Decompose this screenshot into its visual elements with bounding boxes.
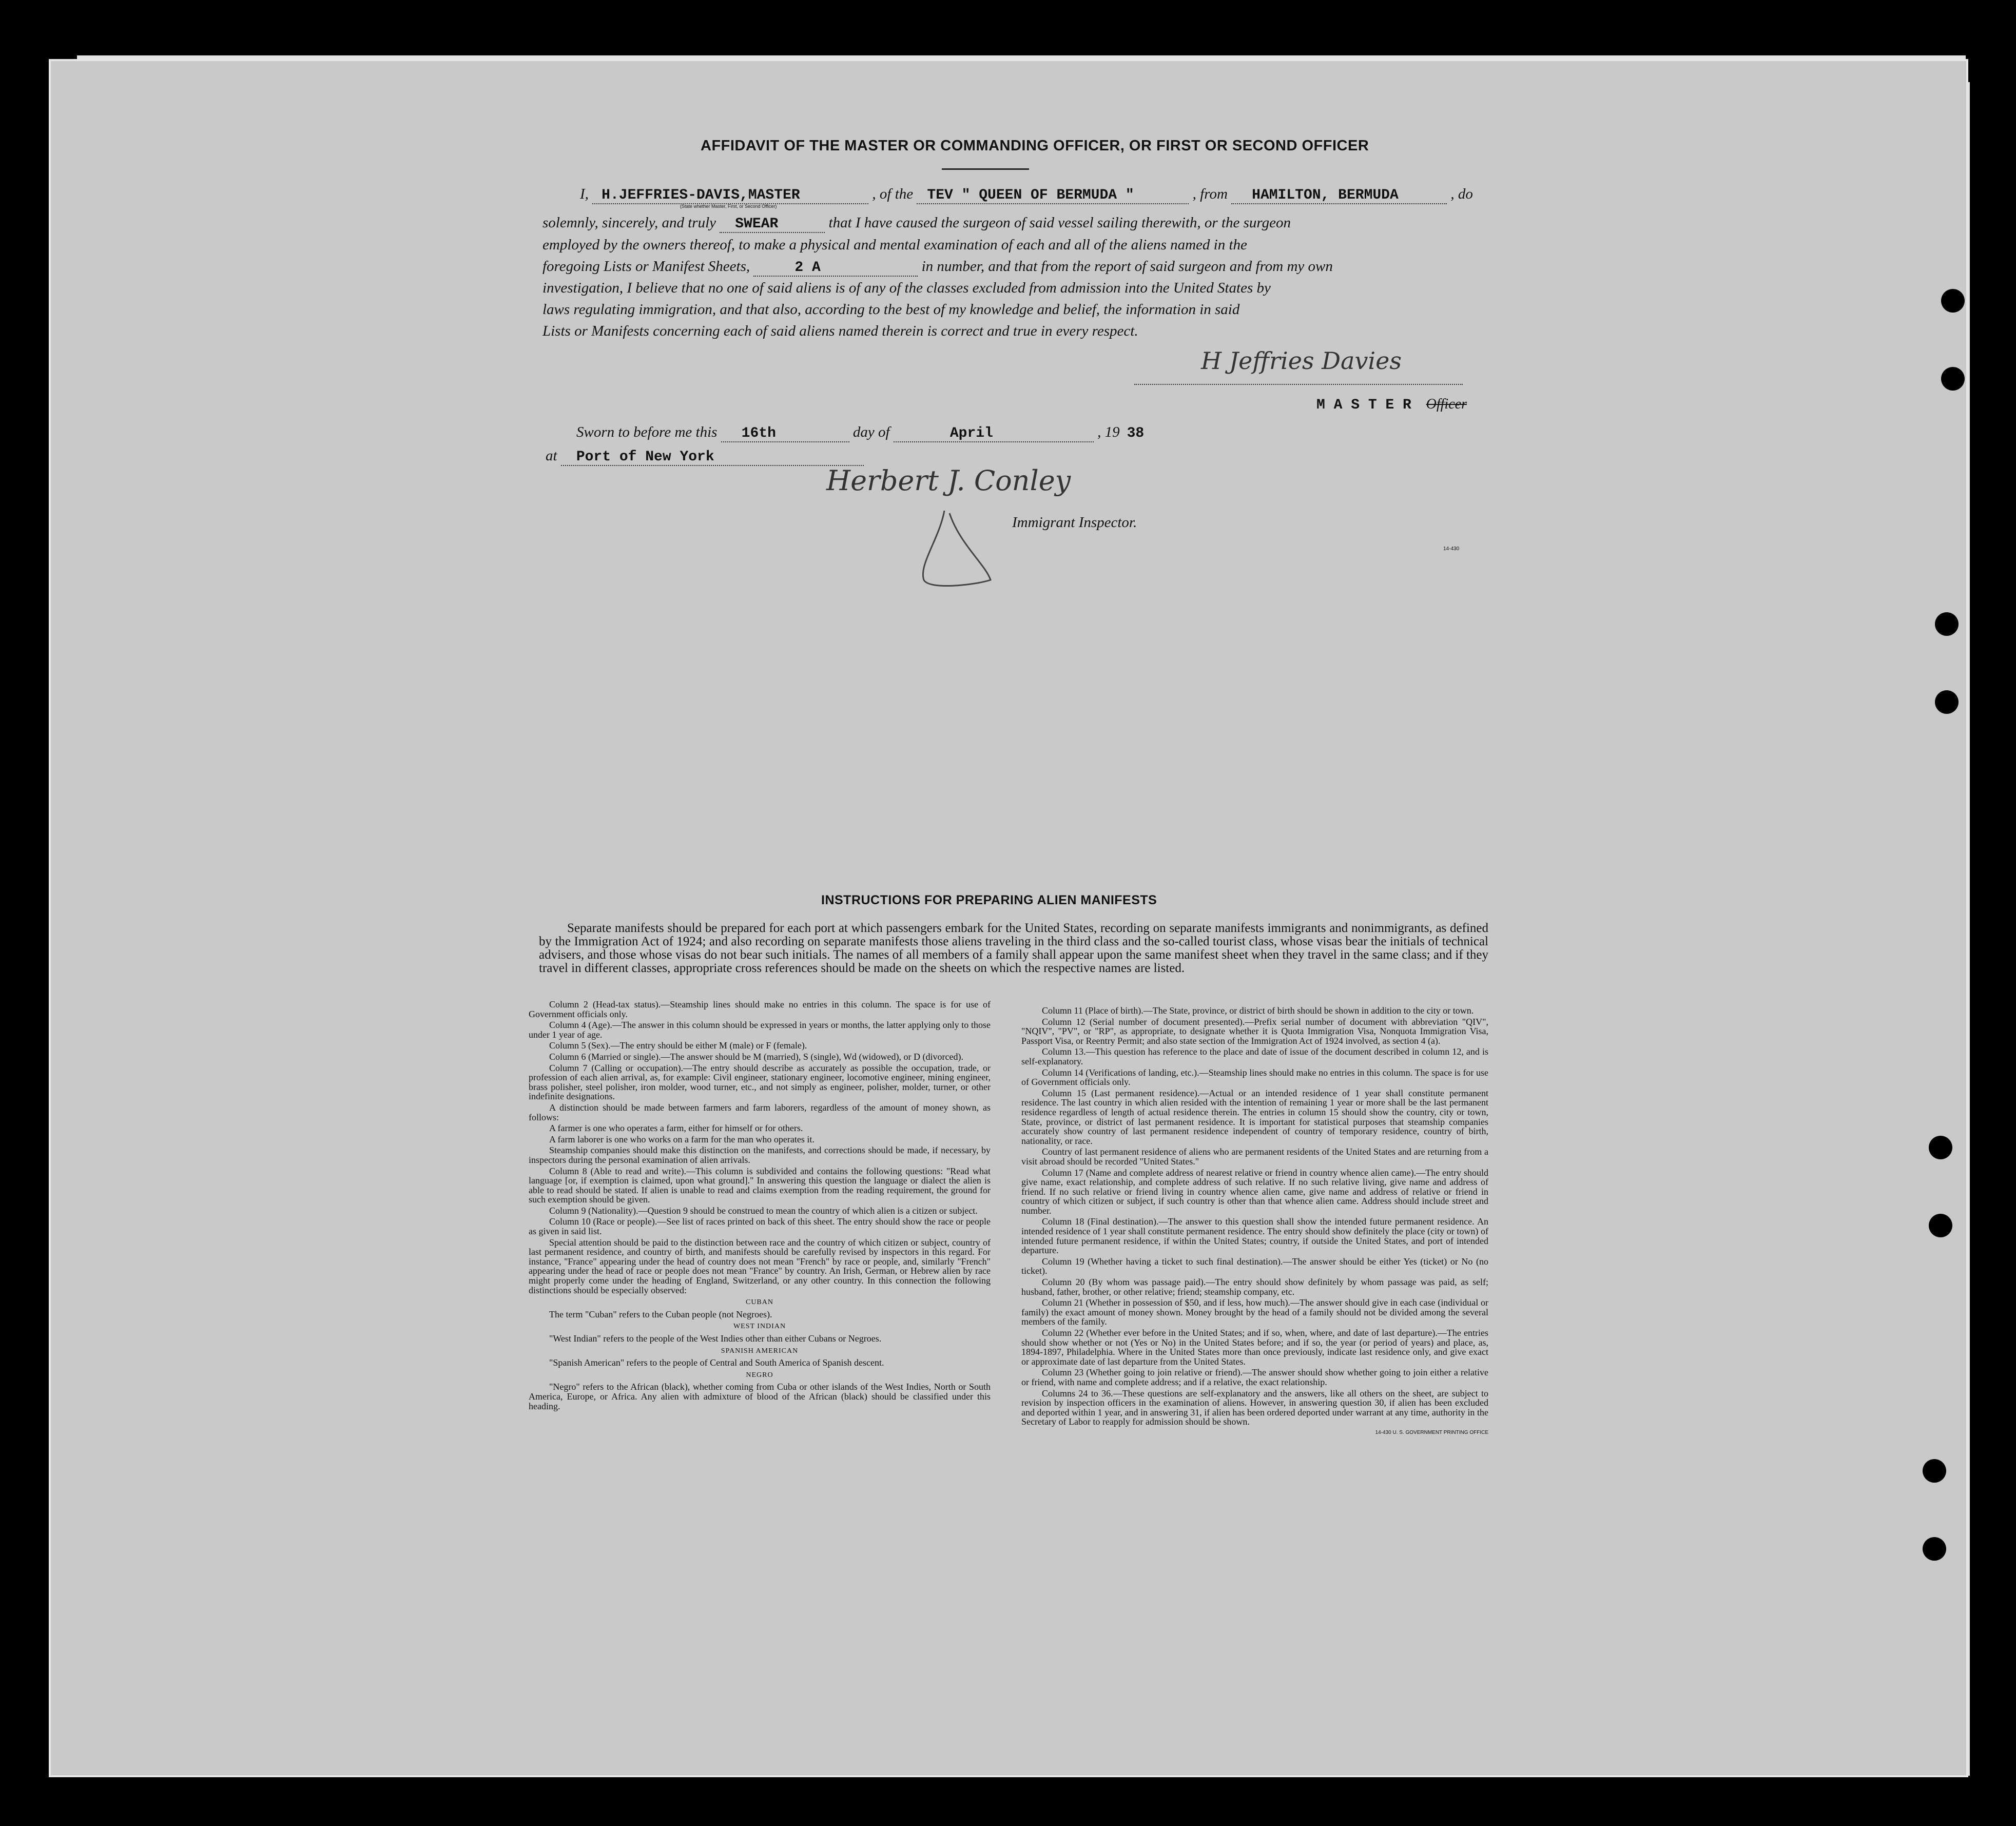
right-paragraph: Column 18 (Final destination).—The answer to this question shall show the intended future permanent residence. An intended residence of 1 year shall constitute permanent residence. The entry should show definitely the place (city or town) of intended future permanent residence, if within the United States; country, if outside the United States, and port of intended departure.	[1021, 1216, 1488, 1256]
master-signature: H Jeffries Davies	[1201, 347, 1402, 375]
sworn-line: Sworn to before me this 16th day of April , 19 38	[576, 424, 1145, 441]
binder-hole	[1941, 289, 1965, 313]
left-paragraph: Column 8 (Able to read and write).—This column is subdivided and contains the following questions: "Read what language [or, if exemption is claimed, upon what ground]." In answering this question the language or dialect the alien is able to read should be stated. If alien is unable to read and claims exemption from the reading requirement, the ground for such exemption should be given.	[529, 1165, 991, 1205]
do-label: , do	[1450, 186, 1473, 202]
of-the-label: , of the	[872, 186, 914, 202]
port-from: HAMILTON, BERMUDA	[1231, 187, 1447, 204]
left-paragraph: Column 5 (Sex).—The entry should be either M (male) or F (female).	[549, 1040, 807, 1051]
signature-flourish	[914, 508, 1006, 590]
binder-hole	[1935, 612, 1959, 636]
affidavit-line-1	[580, 186, 1504, 204]
sheet-count: 2 A	[753, 260, 918, 277]
title-rule	[942, 168, 1029, 170]
right-paragraph: Column 13.—This question has reference to the place and date of issue of the document described in column 12, and is self-explanatory.	[1021, 1046, 1488, 1066]
right-paragraph: Column 17 (Name and complete address of nearest relative or friend in country whence alien came).—The entry should give name, exact relationship, and complete address of such relative. If no such relative living, give name and address of friend. If no such relative or friend living in country whence alien came, give name and address of relative or friend in country of which citizen or subject, if such country is other than that whence alien came. Address should include street and number.	[1021, 1167, 1488, 1216]
affidavit-line-5: investigation, I believe that no one of said aliens is of any of the classes excluded from admission into the United States by	[542, 280, 1271, 296]
master-name: H.JEFFRIES-DAVIS,MASTER	[592, 187, 868, 204]
binder-hole	[1935, 690, 1959, 714]
affidavit-title: AFFIDAVIT OF THE MASTER OR COMMANDING OFFICER, OR FIRST OR SECOND OFFICER	[701, 138, 1369, 154]
right-paragraph: Columns 24 to 36.—These questions are self-explanatory and the answers, like all others on the sheet, are subject to revision by inspection officers in the examination of aliens. However, in answering question 30, if alien has been excluded and deported within 1 year, and in answering 31, if alien has been ordered deported under warrant at any time, authority in the Secretary of Labor to reapply for admission should be shown.	[1021, 1388, 1488, 1427]
vessel-name: TEV " QUEEN OF BERMUDA "	[917, 187, 1189, 204]
master-title: M A S T E R Officer	[1316, 396, 1467, 413]
left-paragraph: Steamship companies should make this distinction on the manifests, and corrections should be made, if necessary, by inspectors during the personal examination of alien arrivals.	[529, 1145, 991, 1165]
oath-word: SWEAR	[720, 216, 825, 233]
left-paragraph: Column 9 (Nationality).—Question 9 should be construed to mean the country of which alien is a citizen or subject.	[549, 1205, 978, 1216]
left-paragraph: Column 10 (Race or people).—See list of races printed on back of this sheet. The entry should show the race or people as given in said list.	[529, 1216, 991, 1237]
cuban-text: The term "Cuban" refers to the Cuban people (not Negroes).	[549, 1309, 772, 1319]
right-paragraph: Column 19 (Whether having a ticket to such final destination).—The answer should be either Yes (ticket) or No (no ticket).	[1021, 1256, 1488, 1276]
instructions-title: INSTRUCTIONS FOR PREPARING ALIEN MANIFESTS	[821, 893, 1157, 907]
i-label: I,	[580, 186, 589, 202]
affidavit-line-7: Lists or Manifests concerning each of said aliens named therein is correct and true in every respect.	[542, 323, 1138, 339]
instructions-intro: Separate manifests should be prepared for each port at which passengers embark for the United States, recording on separate manifests immigrants and nonimmigrants, as defined by the Immigration Act of 1924; and also recording on separate manifests those aliens traveling in the third class and the so-called tourist class, whose visas bear the initials of technical advisers, and those whose visas do not bear such initials. The names of all members of a family shall appear upon the same manifest sheet when they travel in the same class; and if they travel in different classes, appropriate cross references should be made on the sheets on which the respective names are listed.	[539, 921, 1488, 975]
sworn-place-line: at Port of New York	[546, 448, 864, 466]
instructions-right-column	[1021, 1006, 1488, 1440]
spanish-american-heading: SPANISH AMERICAN	[721, 1347, 799, 1355]
form-number: 14-430	[1443, 546, 1460, 552]
negro-text: "Negro" refers to the African (black), whether coming from Cuba or other islands of the West Indies, North or South America, Europe, or Africa. Any alien with admixture of blood of the African (black) should be classified under this heading.	[529, 1382, 991, 1411]
affidavit-line-3: employed by the owners thereof, to make a physical and mental examination of each and all of the aliens named in the	[542, 237, 1247, 253]
left-paragraph: Column 7 (Calling or occupation).—The entry should describe as accurately as possible the occupation, trade, or profession of each alien arrival, as, for example: Civil engineer, stationary engineer, locomotive engineer, mining engineer, brass polisher, steel polisher, iron molder, wood turner, etc., and not simply as engineer, polisher, molder, turner, or other indefinite designations.	[529, 1062, 991, 1102]
printing-office-footer: 14-430 U. S. GOVERNMENT PRINTING OFFICE	[1375, 1429, 1488, 1435]
signature-line	[1134, 384, 1463, 385]
right-paragraph: Column 12 (Serial number of document presented).—Prefix serial number of document with abbreviation "QIV", "NQIV", "PV", or "RP", as appropriate, to designate whether it is Quota Immigration Visa, Nonquota Immigration Visa, Passport Visa, or Reentry Permit; and also state section of the Immigration Act of 1924 involved, as section 4 (a).	[1021, 1016, 1488, 1046]
right-paragraph: Column 15 (Last permanent residence).—Actual or an intended residence of 1 year shall constitute permanent residence. The last country in which alien resided with the intention of remaining 1 year or more shall be the last permanent residence regardless of length of actual residence therein. The entries in column 15 should show the country, city or town, State, province, or district of last permanent residence. It is important for statistical purposes that steamship companies accurately show country of last permanent residence independent of country of temporary residence, country of birth, nationality, or race.	[1021, 1087, 1488, 1146]
binder-hole	[1941, 367, 1965, 391]
inspector-signature: Herbert J. Conley	[826, 464, 1071, 497]
west-indian-text: "West Indian" refers to the people of the West Indies other than either Cubans or Negroes.	[549, 1333, 882, 1344]
sworn-month: April	[894, 425, 1094, 442]
binder-hole	[1929, 1214, 1952, 1237]
left-paragraph: A farm laborer is one who works on a farm for the man who operates it.	[549, 1134, 815, 1144]
affidavit-line-2: solemnly, sincerely, and truly SWEAR that I have caused the surgeon of said vessel sailing therewith, or the surgeon	[542, 215, 1291, 232]
name-note: (State whether Master, First, or Second Officer)	[680, 204, 777, 209]
binder-hole	[1923, 1459, 1946, 1483]
inspector-title: Immigrant Inspector.	[1012, 514, 1137, 531]
right-paragraph: Column 22 (Whether ever before in the United States; and if so, when, where, and date of last departure).—The entries should show whether or not (Yes or No) in the United States before; and if so, the year (or period of years) and place, as, 1894-1897, Philadelphia. Where in the United States more than once previously, indicate last residence only, and give exact or approximate date of last departure from the United States.	[1021, 1328, 1488, 1367]
right-paragraph: Column 14 (Verifications of landing, etc.).—Steamship lines should make no entries in this column. The space is for use of Government officials only.	[1021, 1067, 1488, 1087]
negro-heading: NEGRO	[746, 1371, 773, 1379]
sworn-place: Port of New York	[561, 449, 864, 466]
west-indian-heading: WEST INDIAN	[733, 1323, 786, 1331]
left-paragraph: Special attention should be paid to the distinction between race and the country of which citizen or subject, country of last permanent residence, and country of birth, and manifests should be carefully revised by inspectors in this regard. For instance, "France" appearing under the head of country does not mean "French" by race or people, and, similarly "French" appearing under the head of race or people does not mean "France" by country. An Irish, German, or Hebrew alien by race might properly come under the heading of England, Switzerland, or any other country. In this connection the following distinctions should be especially observed:	[529, 1237, 991, 1295]
affidavit-line-6: laws regulating immigration, and that also, according to the best of my knowledge and belief, the information in said	[542, 301, 1240, 318]
left-paragraph: Column 4 (Age).—The answer in this column should be expressed in years or months, the latter applying only to those under 1 year of age.	[529, 1020, 991, 1040]
sworn-day: 16th	[721, 425, 849, 442]
left-paragraph: A distinction should be made between farmers and farm laborers, regardless of the amount of money shown, as follows:	[529, 1102, 991, 1122]
cuban-heading: CUBAN	[745, 1298, 773, 1307]
affidavit-line-4: foregoing Lists or Manifest Sheets, 2 A in number, and that from the report of said surgeon and from my own	[542, 258, 1333, 276]
binder-hole	[1929, 1136, 1952, 1159]
from-label: , from	[1192, 186, 1228, 202]
left-paragraph: Column 6 (Married or single).—The answer should be M (married), S (single), Wd (widowed), or D (divorced).	[549, 1051, 963, 1062]
left-paragraph: Column 2 (Head-tax status).—Steamship lines should make no entries in this column. The space is for use of Government officials only.	[529, 999, 991, 1019]
right-paragraph: Column 20 (By whom was passage paid).—The entry should show definitely by whom passage was paid, as self; husband, father, brother, or other relative; friend; steamship company, etc.	[1021, 1277, 1488, 1297]
left-paragraph: A farmer is one who operates a farm, either for himself or for others.	[549, 1123, 803, 1134]
instructions-left-column	[529, 1000, 991, 1412]
right-paragraph: Column 21 (Whether in possession of $50, and if less, how much).—The answer should give in each case (individual or family) the exact amount of money shown. Money brought by the head of a family should not be divided among the several members of the family.	[1021, 1297, 1488, 1327]
binder-hole	[1923, 1537, 1946, 1561]
right-paragraph: Column 11 (Place of birth).—The State, province, or district of birth should be shown in addition to the city or town.	[1042, 1005, 1474, 1016]
right-paragraph: Country of last permanent residence of aliens who are permanent residents of the United States and are returning from a visit abroad should be recorded "United States."	[1021, 1147, 1488, 1167]
sworn-year: 38	[1127, 425, 1145, 441]
spanish-american-text: "Spanish American" refers to the people of Central and South America of Spanish descent.	[549, 1357, 884, 1368]
right-paragraph: Column 23 (Whether going to join relative or friend).—The answer should show whether going to join either a relative or friend, with name and complete address; and if a relative, the exact relationship.	[1021, 1367, 1488, 1387]
